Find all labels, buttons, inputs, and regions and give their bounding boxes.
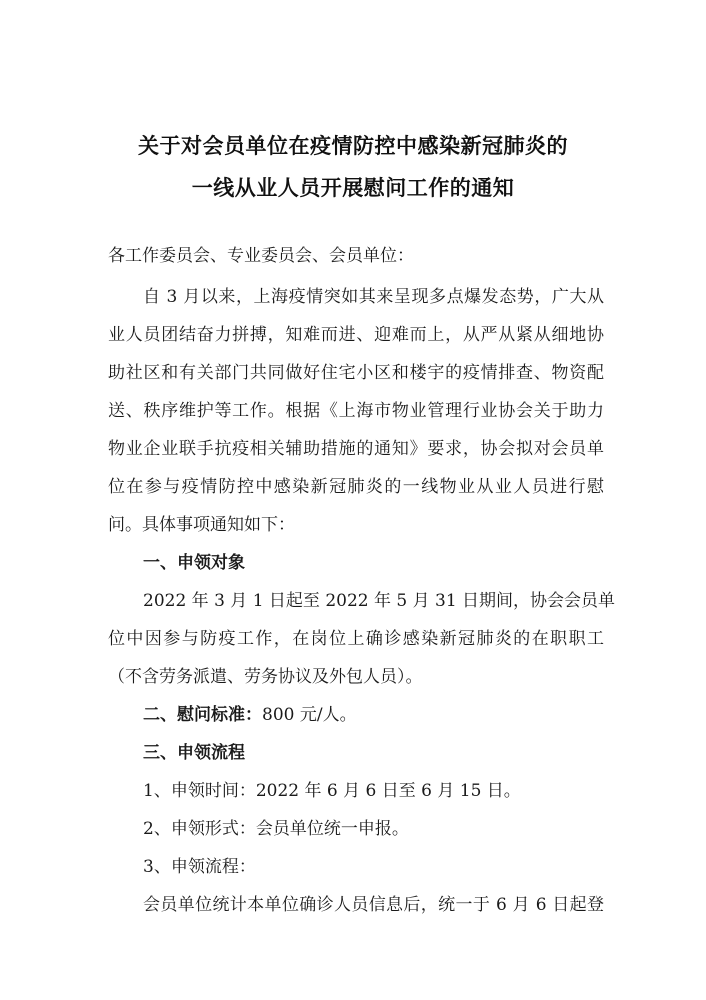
intro-line-6: 位在参与疫情防控中感染新冠肺炎的一线物业从业人员进行慰 bbox=[108, 477, 604, 497]
intro-line-7: 问。具体事项通知如下： bbox=[108, 515, 295, 535]
section-1-heading: 一、申领对象 bbox=[143, 553, 245, 573]
document-title-line-2: 一线从业人员开展慰问工作的通知 bbox=[191, 176, 515, 200]
intro-line-5: 物业企业联手抗疫相关辅助措施的通知》要求，协会拟对会员单 bbox=[108, 439, 604, 459]
section-3-item-3: 3、申领流程： bbox=[143, 857, 256, 877]
intro-line-1: 自 3 月以来，上海疫情突如其来呈现多点爆发态势，广大从 bbox=[143, 287, 604, 307]
section-2-value: 800 元/人。 bbox=[262, 705, 357, 725]
section-2-row bbox=[143, 703, 639, 727]
intro-line-2: 业人员团结奋力拼搏，知难而进、迎难而上，从严从紧从细地协 bbox=[108, 325, 604, 345]
section-3-item-3-text: 会员单位统计本单位确诊人员信息后，统一于 6 月 6 日起登 bbox=[143, 895, 604, 915]
section-1-line-2: 位中因参与防疫工作，在岗位上确诊感染新冠肺炎的在职职工 bbox=[108, 629, 604, 649]
section-1-line-3: （不含劳务派遣、劳务协议及外包人员）。 bbox=[108, 667, 423, 687]
section-1-line-1: 2022 年 3 月 1 日起至 2022 年 5 月 31 日期间，协会会员单 bbox=[143, 591, 616, 611]
intro-line-3: 助社区和有关部门共同做好住宅小区和楼宇的疫情排查、物资配 bbox=[108, 363, 604, 383]
intro-line-4: 送、秩序维护等工作。根据《上海市物业管理行业协会关于助力 bbox=[108, 401, 604, 421]
document-title-line-1: 关于对会员单位在疫情防控中感染新冠肺炎的 bbox=[138, 134, 568, 158]
salutation: 各工作委员会、专业委员会、会员单位： bbox=[108, 246, 414, 266]
section-3-heading: 三、申领流程 bbox=[143, 743, 245, 763]
section-3-item-1: 1、申领时间：2022 年 6 月 6 日至 6 月 15 日。 bbox=[143, 781, 521, 801]
section-3-item-2: 2、申领形式：会员单位统一申报。 bbox=[143, 819, 409, 839]
section-2-heading: 二、慰问标准： bbox=[143, 705, 262, 725]
